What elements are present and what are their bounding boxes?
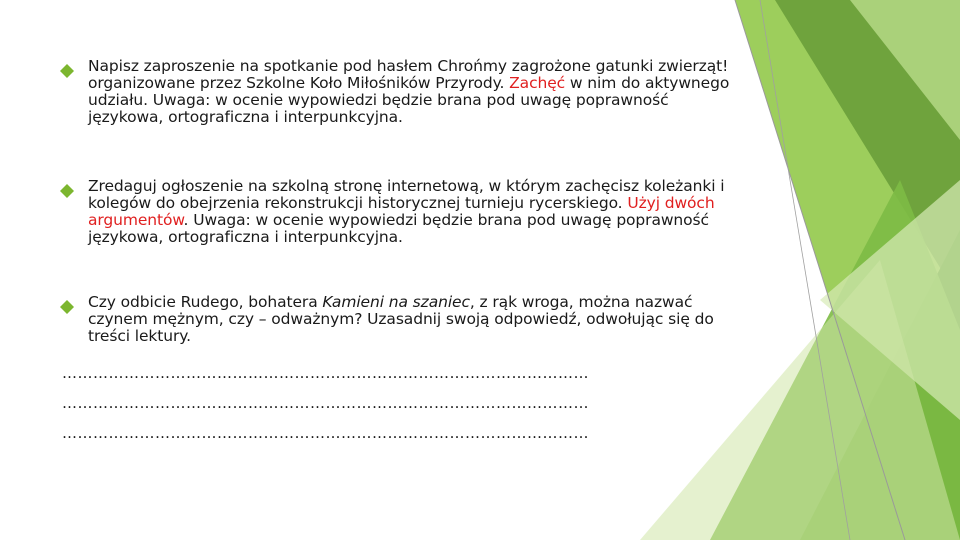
answer-line: …………………………………………………………………………………………: [62, 364, 589, 382]
task-text: [88, 178, 738, 246]
book-title: Kamieni na szaniec: [322, 293, 470, 311]
answer-line: …………………………………………………………………………………………: [62, 394, 589, 412]
task-text-part: Napisz zaproszenie na spotkanie pod hasłem Chrońmy zagrożone gatunki zwierząt! organizowane przez Szkolne Koło Miłośników Przyrody.: [88, 57, 729, 92]
task-text-part: Zredaguj ogłoszenie na szkolną stronę internetową, w którym zachęcisz koleżanki i kolegów do obejrzenia rekonstrukcji historycznej turnieju rycerskiego.: [88, 177, 725, 212]
diamond-bullet-icon: [60, 64, 74, 78]
task-text-part: , z rąk wroga, można nazwać czynem mężnym, czy – odważnym? Uzasadnij swoją odpowiedź, odwołując się do treści lektury.: [88, 293, 714, 345]
diamond-bullet-icon: [60, 300, 74, 314]
diamond-bullet-icon: [60, 184, 74, 198]
answer-line: …………………………………………………………………………………………: [62, 424, 589, 442]
task-text-part: Czy odbicie Rudego, bohatera: [88, 293, 323, 311]
highlighted-phrase: Użyj dwóch argumentów: [88, 194, 715, 229]
task-text: [88, 58, 738, 126]
highlighted-word: Zachęć: [509, 74, 566, 92]
task-text: [88, 294, 738, 345]
task-text-part: w nim do aktywnego udziału. Uwaga: w ocenie wypowiedzi będzie brana pod uwagę poprawność językowa, ortograficzna i interpunkcyjna.: [88, 74, 730, 126]
task-text-part: . Uwaga: w ocenie wypowiedzi będzie brana pod uwagę poprawność językowa, ortograficzna i interpunkcyjna.: [88, 211, 709, 246]
